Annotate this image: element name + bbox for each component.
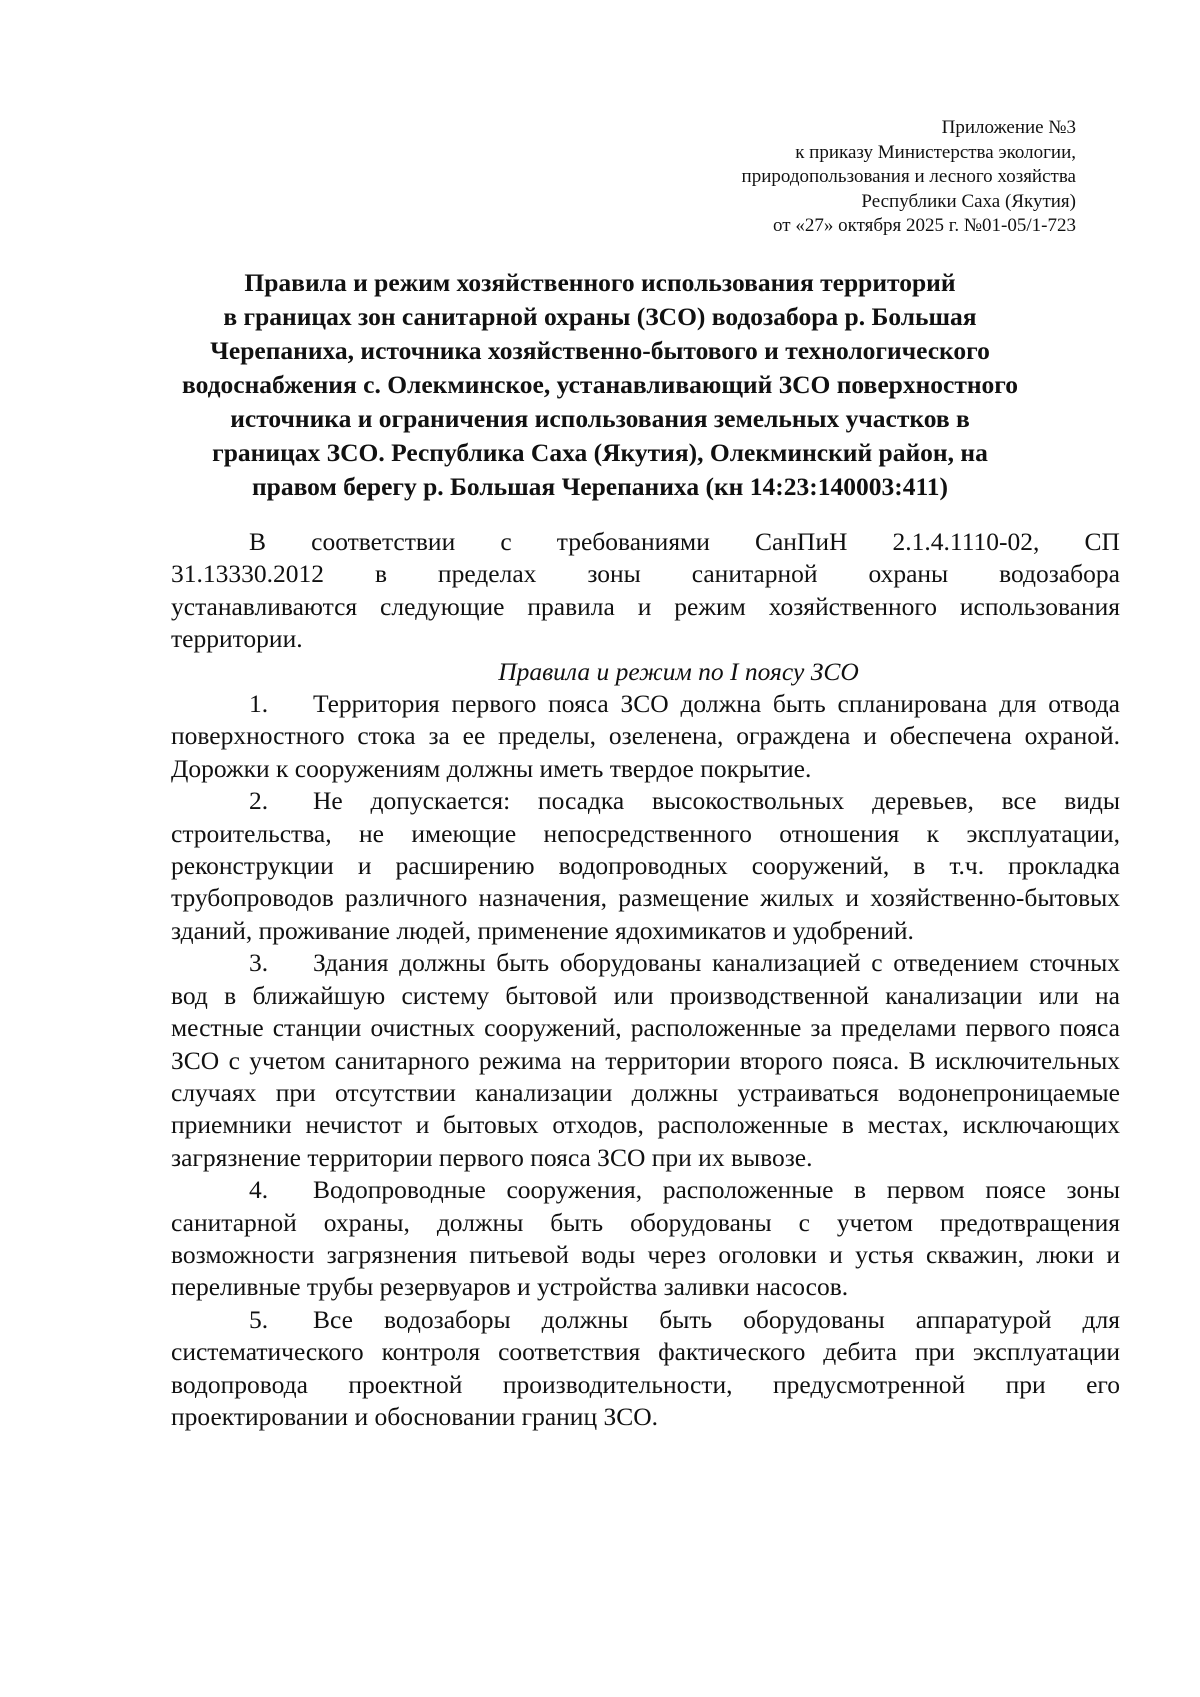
intro-rest: устанавливаются следующие правила и режим хозяйственного использования территории.: [171, 591, 1120, 654]
appendix-line: от «27» октября 2025 г. №01-05/1-723: [773, 215, 1076, 236]
item-number: 1.: [249, 689, 269, 719]
intro-word: пределах: [437, 559, 537, 589]
intro-word: требованиями: [556, 527, 710, 556]
item-text: Все водозаборы должны быть оборудованы аппаратурой для систематического контроля соответствия фактического дебита при эксплуатации водопровода проектной производительности, предусмотренной при его проектировании и обосновании границ ЗСО.: [171, 1304, 1120, 1431]
appendix-line: природопользования и лесного хозяйства: [741, 166, 1076, 187]
item-text: Водопроводные сооружения, расположенные в первом поясе зоны санитарной охраны, должны быть оборудованы с учетом предотвращения возможности загрязнения питьевой воды через оголовки и устья скважин, люки и переливные трубы резервуаров и устройства заливки насосов.: [171, 1175, 1120, 1302]
item-number: 4.: [249, 1175, 269, 1205]
item-number: 3.: [249, 948, 269, 978]
appendix-line: Приложение №3: [941, 117, 1076, 138]
list-item: [171, 785, 1120, 947]
title-line: источника и ограничения использования земельных участков в: [230, 404, 970, 433]
appendix-line: к приказу Министерства экологии,: [795, 141, 1076, 163]
intro-word: 31.13330.2012: [171, 559, 324, 589]
intro-word: охраны: [868, 559, 949, 589]
list-item: [171, 1174, 1120, 1304]
intro-word: водозабора: [999, 559, 1120, 589]
intro-word: в: [374, 559, 387, 589]
intro-word: зоны: [587, 559, 641, 589]
title-line: Черепаниха, источника хозяйственно-бытового и технологического: [210, 336, 990, 365]
intro-line-2: [171, 558, 1120, 590]
intro-word: СанПиН: [754, 527, 848, 556]
list-item: [171, 688, 1120, 785]
intro-word: с: [500, 527, 512, 556]
section-title: Правила и режим по I поясу ЗСО: [498, 656, 859, 686]
intro-word: соответствии: [311, 527, 456, 556]
intro-word: 2.1.4.1110-02,: [892, 527, 1040, 556]
title-line: водоснабжения с. Олекминское, устанавливающий ЗСО поверхностного: [181, 370, 1018, 399]
title-line: правом берегу р. Большая Черепаниха (кн 14:23:140003:411): [251, 472, 949, 501]
item-text: Не допускается: посадка высокоствольных деревьев, все виды строительства, не имеющие непосредственного отношения к эксплуатации, реконструкции и расширению водопроводных сооружений, в т.ч. прокладка трубопроводов различного назначения, размещение жилых и хозяйственно-бытовых зданий, проживание людей, применение ядохимикатов и удобрений.: [171, 786, 1120, 945]
intro-word: санитарной: [691, 559, 818, 589]
document-body: [171, 526, 1120, 1433]
item-text: Здания должны быть оборудованы канализацией с отведением сточных вод в ближайшую систему бытовой или производственной канализации или на местные станции очистных сооружений, расположенные за пределами первого пояса ЗСО с учетом санитарного режима на территории второго пояса. В исключительных случаях при отсутствии канализации должны устраиваться водонепроницаемые приемники нечистот и бытовых отходов, расположенные в местах, исключающих загрязнение территории первого пояса ЗСО при их вывозе.: [171, 948, 1120, 1172]
item-number: 2.: [249, 786, 269, 816]
list-item: [171, 1304, 1120, 1434]
document-title: [150, 266, 1050, 504]
intro-line-1: [171, 526, 1120, 558]
intro-paragraph: [171, 526, 1120, 656]
title-line: Правила и режим хозяйственного использования территорий: [244, 268, 956, 297]
title-line: границах ЗСО. Республика Саха (Якутия), Олекминский район, на: [212, 438, 988, 467]
intro-word: В: [249, 527, 267, 556]
title-line: в границах зон санитарной охраны (ЗСО) водозабора р. Большая: [223, 302, 977, 331]
appendix-line: Республики Саха (Якутия): [861, 190, 1076, 212]
intro-word: СП: [1084, 527, 1120, 556]
item-number: 5.: [249, 1304, 269, 1334]
appendix-header: [576, 116, 1076, 239]
item-text: Территория первого пояса ЗСО должна быть спланирована для отвода поверхностного стока за ее пределы, озеленена, ограждена и обеспечена охраной. Дорожки к сооружениям должны иметь твердое покрытие.: [171, 689, 1120, 783]
list-item: [171, 947, 1120, 1174]
